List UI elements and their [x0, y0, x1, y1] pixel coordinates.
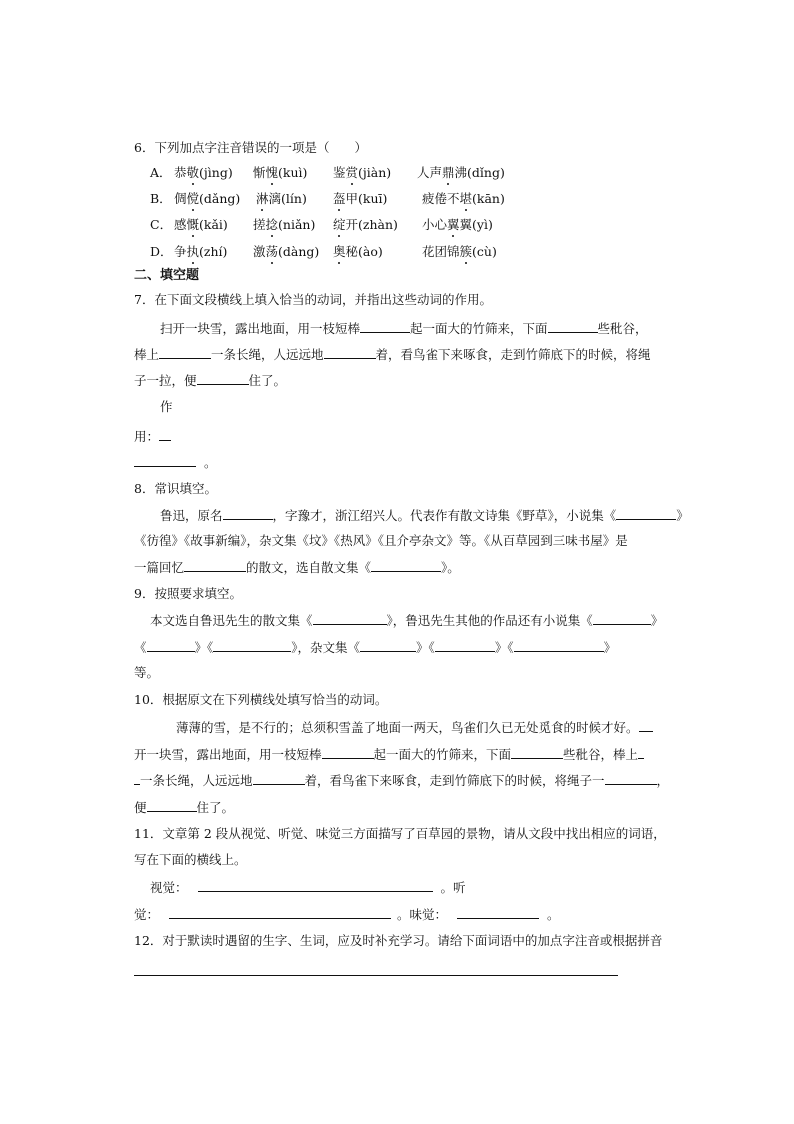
option-item: 绽开(zhàn) [333, 217, 398, 232]
q7-stem: 7．在下面文段横线上填入恰当的动词，并指出这些动词的作用。 [134, 292, 492, 307]
option-item: 激荡(dàng) [253, 244, 320, 259]
option-item: 奥秘(ào) [333, 244, 383, 259]
section-heading: 二、填空题 [134, 268, 200, 283]
blank[interactable] [198, 879, 433, 892]
q11-line-3: 视觉： 。听 [150, 880, 466, 895]
blank[interactable] [184, 559, 246, 572]
option-item: 搓捻(niǎn) [253, 217, 316, 232]
q7-line-1: 扫开一块雪，露出地面，用一枝短棒 起一面大的竹筛来，下面 些秕谷， [160, 321, 648, 336]
option-item: 小心翼翼(yì) [422, 217, 493, 232]
dotted-char: 翼 [447, 217, 460, 232]
q8-stem: 8．常识填空。 [134, 481, 217, 496]
blank[interactable] [159, 428, 171, 441]
blank[interactable] [511, 746, 563, 759]
blank[interactable] [435, 639, 495, 652]
dotted-char: 赏 [345, 165, 359, 180]
blank[interactable] [324, 346, 376, 359]
q11-line-2: 写在下面的横线上。 [134, 852, 247, 867]
blank[interactable] [169, 906, 391, 919]
q9-stem: 9．按照要求填空。 [134, 586, 242, 601]
q8-line-3: 一篇回忆 的散文，选自散文集《 》。 [134, 560, 460, 575]
blank[interactable] [514, 639, 604, 652]
dotted-char: 捻 [265, 217, 279, 232]
option-letter: D． [150, 244, 173, 259]
q10-line-4: 便 住了。 [134, 800, 235, 815]
q7-zuo: 作 [160, 399, 173, 414]
q10-stem: 10．根据原文在下列横线处填写恰当的动词。 [134, 692, 388, 707]
dotted-char: 荡 [265, 244, 279, 259]
q10-line-2: 开一块雪，露出地面，用一枝短棒 起一面大的竹筛来，下面 些秕谷，棒上 [134, 746, 644, 763]
blank[interactable] [223, 507, 273, 520]
blank[interactable] [548, 320, 598, 333]
blank[interactable] [360, 639, 416, 652]
option-item: 淋漓(lín) [256, 191, 307, 206]
q10-line-3: 一条长绳，人远远地 着，看鸟雀下来啄食，走到竹筛底下的时候，将绳子一 ， [134, 772, 669, 789]
dotted-char: 傥 [186, 191, 200, 206]
blank[interactable] [134, 454, 196, 467]
dotted-char: 执 [186, 244, 200, 259]
blank[interactable] [253, 772, 305, 785]
option-item: 花团锦簇(cù) [422, 244, 497, 259]
q9-line-3: 等。 [134, 665, 160, 680]
option-letter: A． [150, 165, 172, 180]
option-item: 争执(zhí) [174, 244, 228, 259]
blank[interactable] [159, 346, 211, 359]
dotted-char: 鼎 [442, 165, 455, 180]
option-letter: B． [150, 191, 172, 206]
blank[interactable] [639, 719, 653, 732]
blank[interactable] [213, 639, 291, 652]
blank[interactable] [605, 772, 657, 785]
blank[interactable] [313, 612, 387, 625]
q8-line-2: 《彷徨》《故事新编》，杂文集《坟》《热风》《且介亭杂文》等。《从百草园到三味书屋》是 [134, 533, 628, 548]
option-item: 恭敬(jìng) [174, 165, 233, 180]
option-item: 鉴赏(jiàn) [333, 165, 392, 180]
blank[interactable] [147, 639, 195, 652]
blank[interactable] [197, 372, 249, 385]
q7-line-3: 子一拉，便 住了。 [134, 373, 287, 388]
dotted-char: 堪 [459, 191, 473, 206]
blank[interactable] [457, 906, 539, 919]
q7-yong-line: 用： [134, 428, 171, 445]
option-item: 感慨(kǎi) [174, 217, 228, 232]
answer-rule [134, 975, 618, 976]
blank[interactable] [360, 320, 410, 333]
dotted-char: 敬 [186, 165, 200, 180]
blank[interactable] [322, 746, 374, 759]
dotted-char: 愧 [265, 165, 279, 180]
dotted-char: 绽 [333, 217, 346, 232]
q10-line-1: 薄薄的雪，是不行的；总须积雪盖了地面一两天，鸟雀们久已无处觅食的时候才好。 [176, 719, 653, 736]
q8-line-1: 鲁迅，原名 ，字豫才，浙江绍兴人。代表作有散文诗集《野草》，小说集《 》 [160, 508, 689, 523]
option-item: 倜傥(dǎng) [174, 191, 241, 206]
q9-line-1: 本文选自鲁迅先生的散文集《 》，鲁迅先生其他的作品还有小说集《 》 [150, 613, 664, 628]
q11-line-1: 11．文章第 2 段从视觉、听觉、味觉三方面描写了百草园的景物，请从文段中找出相应的词语， [134, 826, 666, 841]
q11-line-4: 觉： 。味觉： 。 [134, 907, 560, 922]
option-item: 惭愧(kuì) [253, 165, 308, 180]
dotted-char: 奥 [333, 244, 346, 259]
dotted-char: 盔 [333, 191, 346, 206]
blank[interactable] [147, 799, 197, 812]
option-letter: C． [150, 217, 173, 232]
option-item: 疲倦不堪(kān) [422, 191, 505, 206]
option-item: 盔甲(kuī) [333, 191, 388, 206]
dotted-char: 淋 [256, 191, 269, 206]
dotted-char: 簇 [459, 244, 473, 259]
blank[interactable] [616, 507, 676, 520]
blank[interactable] [371, 559, 441, 572]
q7-line-2: 棒上 一条长绳，人远远地 着，看鸟雀下来啄食，走到竹筛底下的时候，将绳 [134, 347, 651, 362]
q9-line-2: 《 》《 》，杂文集《 》《 》《 》 [134, 640, 617, 655]
blank[interactable] [638, 746, 644, 759]
q12-stem: 12．对于默读时遇留的生字、生词，应及时补充学习。请给下面词语中的加点字注音或根据拼音 [134, 933, 663, 948]
q7-answer-line: 。 [134, 454, 217, 471]
q6-stem: 6．下列加点字注音错误的一项是（ ） [134, 140, 367, 155]
blank[interactable] [593, 612, 651, 625]
dotted-char: 慨 [186, 217, 200, 232]
option-item: 人声鼎沸(dǐng) [417, 165, 505, 180]
